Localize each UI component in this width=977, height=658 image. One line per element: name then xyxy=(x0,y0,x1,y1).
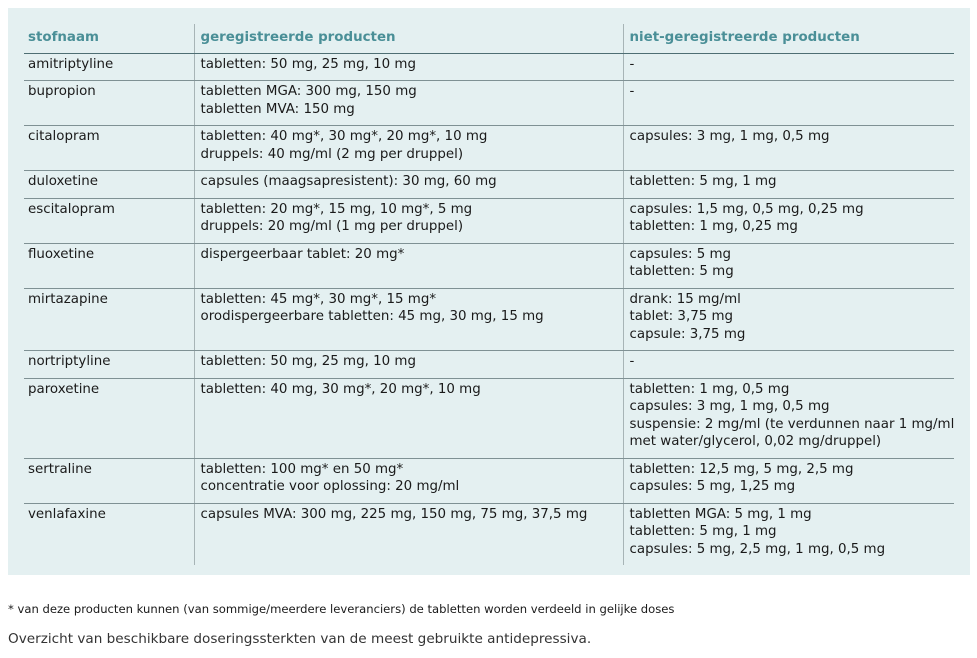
dosage-table xyxy=(24,24,954,565)
table-row xyxy=(24,243,954,288)
product-line: tabletten: 1 mg, 0,25 mg xyxy=(629,219,798,234)
cell-geregistreerde-producten xyxy=(194,351,623,379)
product-line: dispergeerbaar tablet: 20 mg* xyxy=(200,246,405,262)
product-line: - xyxy=(629,56,635,72)
cell-geregistreerde-producten xyxy=(194,288,623,351)
cell-niet-geregistreerde-producten xyxy=(623,288,954,351)
cell-niet-geregistreerde-producten xyxy=(623,351,954,379)
product-line: tablet: 3,75 mg xyxy=(629,309,734,324)
product-line: tabletten: 40 mg, 30 mg*, 20 mg*, 10 mg xyxy=(200,381,481,397)
cell-niet-geregistreerde-producten xyxy=(623,53,954,81)
cell-stofnaam: fluoxetine xyxy=(24,243,194,288)
table-header-row xyxy=(24,24,954,53)
table-row xyxy=(24,81,954,126)
cell-geregistreerde-producten xyxy=(194,503,623,565)
product-line: capsules: 5 mg, 1,25 mg xyxy=(629,479,796,494)
header-niet-geregistreerde-producten: niet-geregistreerde producten xyxy=(623,24,954,53)
header-geregistreerde-producten: geregistreerde producten xyxy=(194,24,623,53)
product-line: tabletten MVA: 150 mg xyxy=(200,101,355,117)
cell-geregistreerde-producten xyxy=(194,378,623,458)
footnote: * van deze producten kunnen (van sommige/meerdere leveranciers) de tabletten worden verdeeld in gelijke doses xyxy=(8,602,675,616)
cell-geregistreerde-producten xyxy=(194,81,623,126)
cell-geregistreerde-producten xyxy=(194,198,623,243)
cell-stofnaam: duloxetine xyxy=(24,171,194,199)
product-line: suspensie: 2 mg/ml (te verdunnen naar 1 mg/ml xyxy=(629,416,955,432)
product-line: tabletten: 100 mg* en 50 mg* xyxy=(200,461,404,477)
product-line: capsule: 3,75 mg xyxy=(629,326,746,342)
cell-niet-geregistreerde-producten xyxy=(623,503,954,565)
cell-stofnaam: paroxetine xyxy=(24,378,194,458)
product-line: - xyxy=(629,354,635,369)
cell-stofnaam: nortriptyline xyxy=(24,351,194,379)
cell-stofnaam: bupropion xyxy=(24,81,194,126)
table-row xyxy=(24,171,954,199)
table-row xyxy=(24,503,954,565)
product-line: tabletten: 40 mg*, 30 mg*, 20 mg*, 10 mg xyxy=(200,129,488,144)
product-line: tabletten: 20 mg*, 15 mg, 10 mg*, 5 mg xyxy=(200,201,473,217)
product-line: capsules: 3 mg, 1 mg, 0,5 mg xyxy=(629,399,830,414)
cell-niet-geregistreerde-producten xyxy=(623,81,954,126)
cell-geregistreerde-producten xyxy=(194,126,623,171)
cell-stofnaam: escitalopram xyxy=(24,198,194,243)
table-row xyxy=(24,351,954,379)
product-line: concentratie voor oplossing: 20 mg/ml xyxy=(200,479,460,494)
product-line: tabletten: 45 mg*, 30 mg*, 15 mg* xyxy=(200,291,437,307)
product-line: tabletten: 5 mg, 1 mg xyxy=(629,174,777,189)
table-row xyxy=(24,378,954,458)
product-line: tabletten MGA: 5 mg, 1 mg xyxy=(629,506,812,522)
product-line: tabletten: 5 mg xyxy=(629,264,734,279)
cell-niet-geregistreerde-producten xyxy=(623,171,954,199)
cell-niet-geregistreerde-producten xyxy=(623,378,954,458)
product-line: capsules (maagsapresistent): 30 mg, 60 mg xyxy=(200,174,497,189)
product-line: capsules MVA: 300 mg, 225 mg, 150 mg, 75 mg, 37,5 mg xyxy=(200,506,588,522)
cell-niet-geregistreerde-producten xyxy=(623,126,954,171)
cell-niet-geregistreerde-producten xyxy=(623,198,954,243)
table-row xyxy=(24,126,954,171)
product-line: tabletten: 50 mg, 25 mg, 10 mg xyxy=(200,56,416,72)
product-line: tabletten: 50 mg, 25 mg, 10 mg xyxy=(200,354,416,369)
cell-stofnaam: amitriptyline xyxy=(24,53,194,81)
product-line: capsules: 5 mg, 2,5 mg, 1 mg, 0,5 mg xyxy=(629,541,886,557)
product-line: tabletten: 12,5 mg, 5 mg, 2,5 mg xyxy=(629,461,854,477)
table-row xyxy=(24,458,954,503)
cell-geregistreerde-producten xyxy=(194,243,623,288)
table-body xyxy=(24,53,954,565)
cell-niet-geregistreerde-producten xyxy=(623,458,954,503)
cell-geregistreerde-producten xyxy=(194,458,623,503)
table-panel xyxy=(8,8,970,575)
product-line: - xyxy=(629,84,635,99)
product-line: druppels: 40 mg/ml (2 mg per druppel) xyxy=(200,146,464,162)
caption: Overzicht van beschikbare doseringssterkten van de meest gebruikte antidepressiva. xyxy=(8,631,592,647)
cell-stofnaam: sertraline xyxy=(24,458,194,503)
product-line: tabletten MGA: 300 mg, 150 mg xyxy=(200,84,417,99)
product-line: capsules: 1,5 mg, 0,5 mg, 0,25 mg xyxy=(629,201,864,217)
header-stofnaam: stofnaam xyxy=(24,24,194,53)
cell-stofnaam: citalopram xyxy=(24,126,194,171)
table-row xyxy=(24,53,954,81)
product-line: met water/glycerol, 0,02 mg/druppel) xyxy=(629,434,882,449)
table-row xyxy=(24,288,954,351)
product-line: druppels: 20 mg/ml (1 mg per druppel) xyxy=(200,219,464,234)
product-line: orodispergeerbare tabletten: 45 mg, 30 mg, 15 mg xyxy=(200,309,544,324)
cell-geregistreerde-producten xyxy=(194,53,623,81)
cell-geregistreerde-producten xyxy=(194,171,623,199)
product-line: tabletten: 1 mg, 0,5 mg xyxy=(629,381,790,397)
table-row xyxy=(24,198,954,243)
product-line: capsules: 3 mg, 1 mg, 0,5 mg xyxy=(629,129,830,144)
product-line: capsules: 5 mg xyxy=(629,246,732,262)
cell-niet-geregistreerde-producten xyxy=(623,243,954,288)
product-line: tabletten: 5 mg, 1 mg xyxy=(629,524,777,539)
product-line: drank: 15 mg/ml xyxy=(629,291,741,307)
cell-stofnaam: mirtazapine xyxy=(24,288,194,351)
cell-stofnaam: venlafaxine xyxy=(28,506,106,522)
